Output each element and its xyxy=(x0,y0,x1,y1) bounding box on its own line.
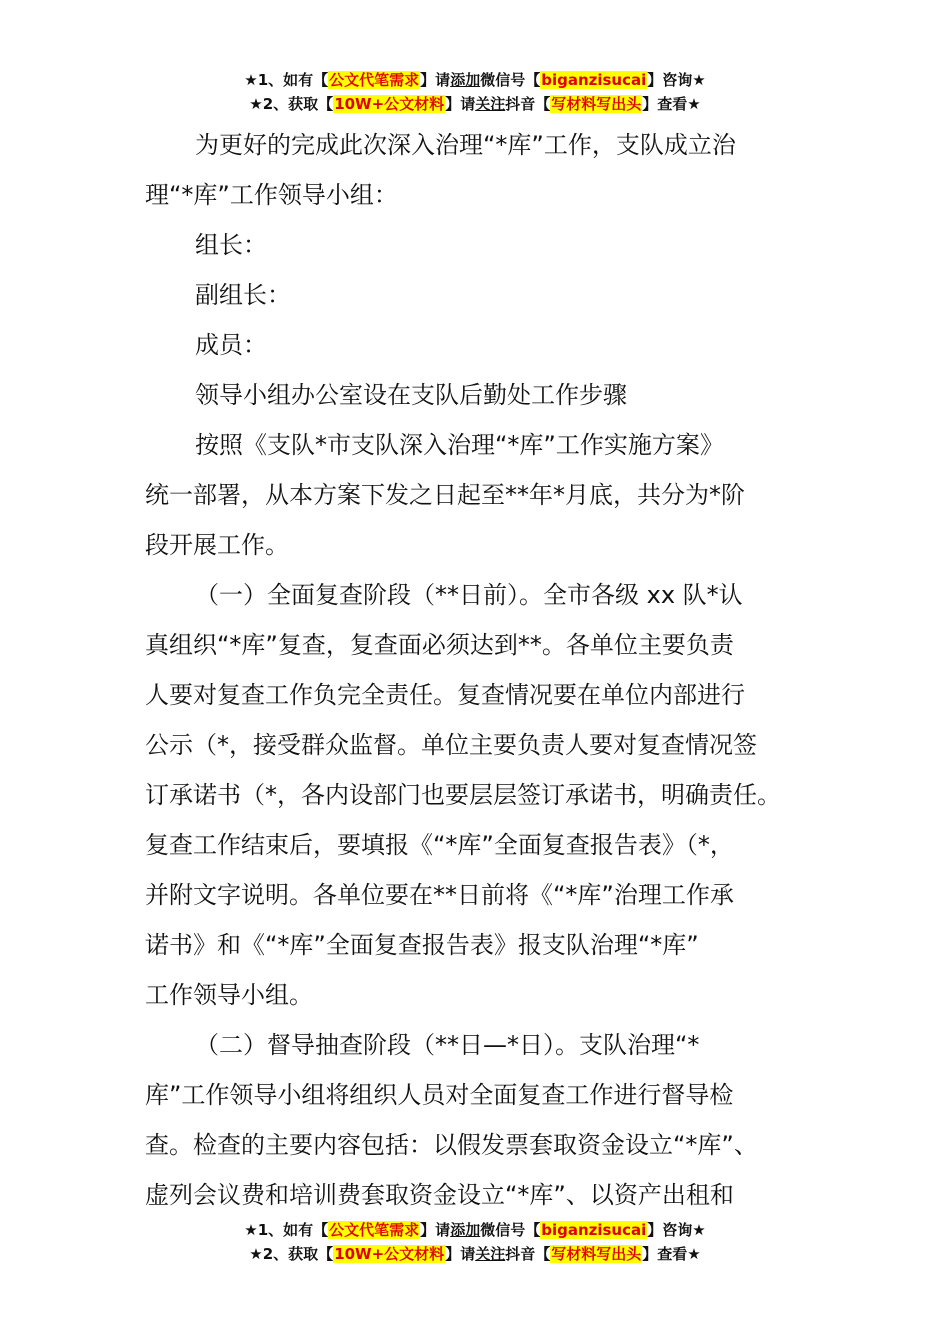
text-line: 复查工作结束后，要填报《“*库”全面复查报告表》（*， xyxy=(145,831,734,859)
banner-highlight: biganzisucai xyxy=(541,1221,647,1239)
banner-highlight: 写材料写出头 xyxy=(551,95,642,113)
text-line: 查。检查的主要内容包括：以假发票套取资金设立“*库”、 xyxy=(145,1131,758,1159)
banner-highlight: biganzisucai xyxy=(541,71,647,89)
text-line: 公示（*，接受群众监督。单位主要负责人要对复查情况签 xyxy=(145,731,757,759)
text-line: 并附文字说明。各单位要在**日前将《“*库”治理工作承 xyxy=(145,881,734,909)
document-body xyxy=(145,120,810,1220)
text-line: 按照《支队*市支队深入治理“*库”工作实施方案》 xyxy=(195,431,724,459)
top-banner xyxy=(0,68,950,116)
text-line: 组长： xyxy=(195,231,267,259)
banner-line-2: ★2、获取【10W+公文材料】请关注抖音【写材料写出头】查看★ xyxy=(249,1245,701,1263)
text-line: 统一部署，从本方案下发之日起至**年*月底，共分为*阶 xyxy=(145,481,745,509)
text-line: 虚列会议费和培训费套取资金设立“*库”、以资产出租和 xyxy=(145,1181,734,1209)
banner-line-1: ★1、如有【公文代笔需求】请添加微信号【biganzisucai】咨询★ xyxy=(244,71,706,89)
text-line: 订承诺书（*，各内设部门也要层层签订承诺书，明确责任。 xyxy=(145,781,781,809)
text-line: 人要对复查工作负完全责任。复查情况要在单位内部进行 xyxy=(145,681,745,709)
banner-highlight: 公文代笔需求 xyxy=(329,71,420,89)
text-line: （一）全面复查阶段（**日前）。全市各级 xx 队*认 xyxy=(195,581,743,609)
text-line: 真组织“*库”复查，复查面必须达到**。各单位主要负责 xyxy=(145,631,734,659)
banner-highlight: 10W+公文材料 xyxy=(334,95,445,113)
text-line: 工作领导小组。 xyxy=(145,981,313,1009)
text-line: 为更好的完成此次深入治理“*库”工作，支队成立治 xyxy=(195,131,736,159)
banner-line-1: ★1、如有【公文代笔需求】请添加微信号【biganzisucai】咨询★ xyxy=(244,1221,706,1239)
text-line: 库”工作领导小组将组织人员对全面复查工作进行督导检 xyxy=(145,1081,734,1109)
text-line: 成员： xyxy=(195,331,267,359)
banner-highlight: 公文代笔需求 xyxy=(329,1221,420,1239)
banner-highlight: 写材料写出头 xyxy=(551,1245,642,1263)
banner-highlight: 10W+公文材料 xyxy=(334,1245,445,1263)
text-line: 段开展工作。 xyxy=(145,531,289,559)
text-line: 理“*库”工作领导小组： xyxy=(145,181,398,209)
text-line: 诺书》和《“*库”全面复查报告表》报支队治理“*库” xyxy=(145,931,699,959)
bottom-banner xyxy=(0,1218,950,1266)
text-line: （二）督导抽查阶段（**日—*日）。支队治理“* xyxy=(195,1031,700,1059)
text-line: 副组长： xyxy=(195,281,291,309)
banner-line-2: ★2、获取【10W+公文材料】请关注抖音【写材料写出头】查看★ xyxy=(249,95,701,113)
text-line: 领导小组办公室设在支队后勤处工作步骤 xyxy=(195,381,627,409)
